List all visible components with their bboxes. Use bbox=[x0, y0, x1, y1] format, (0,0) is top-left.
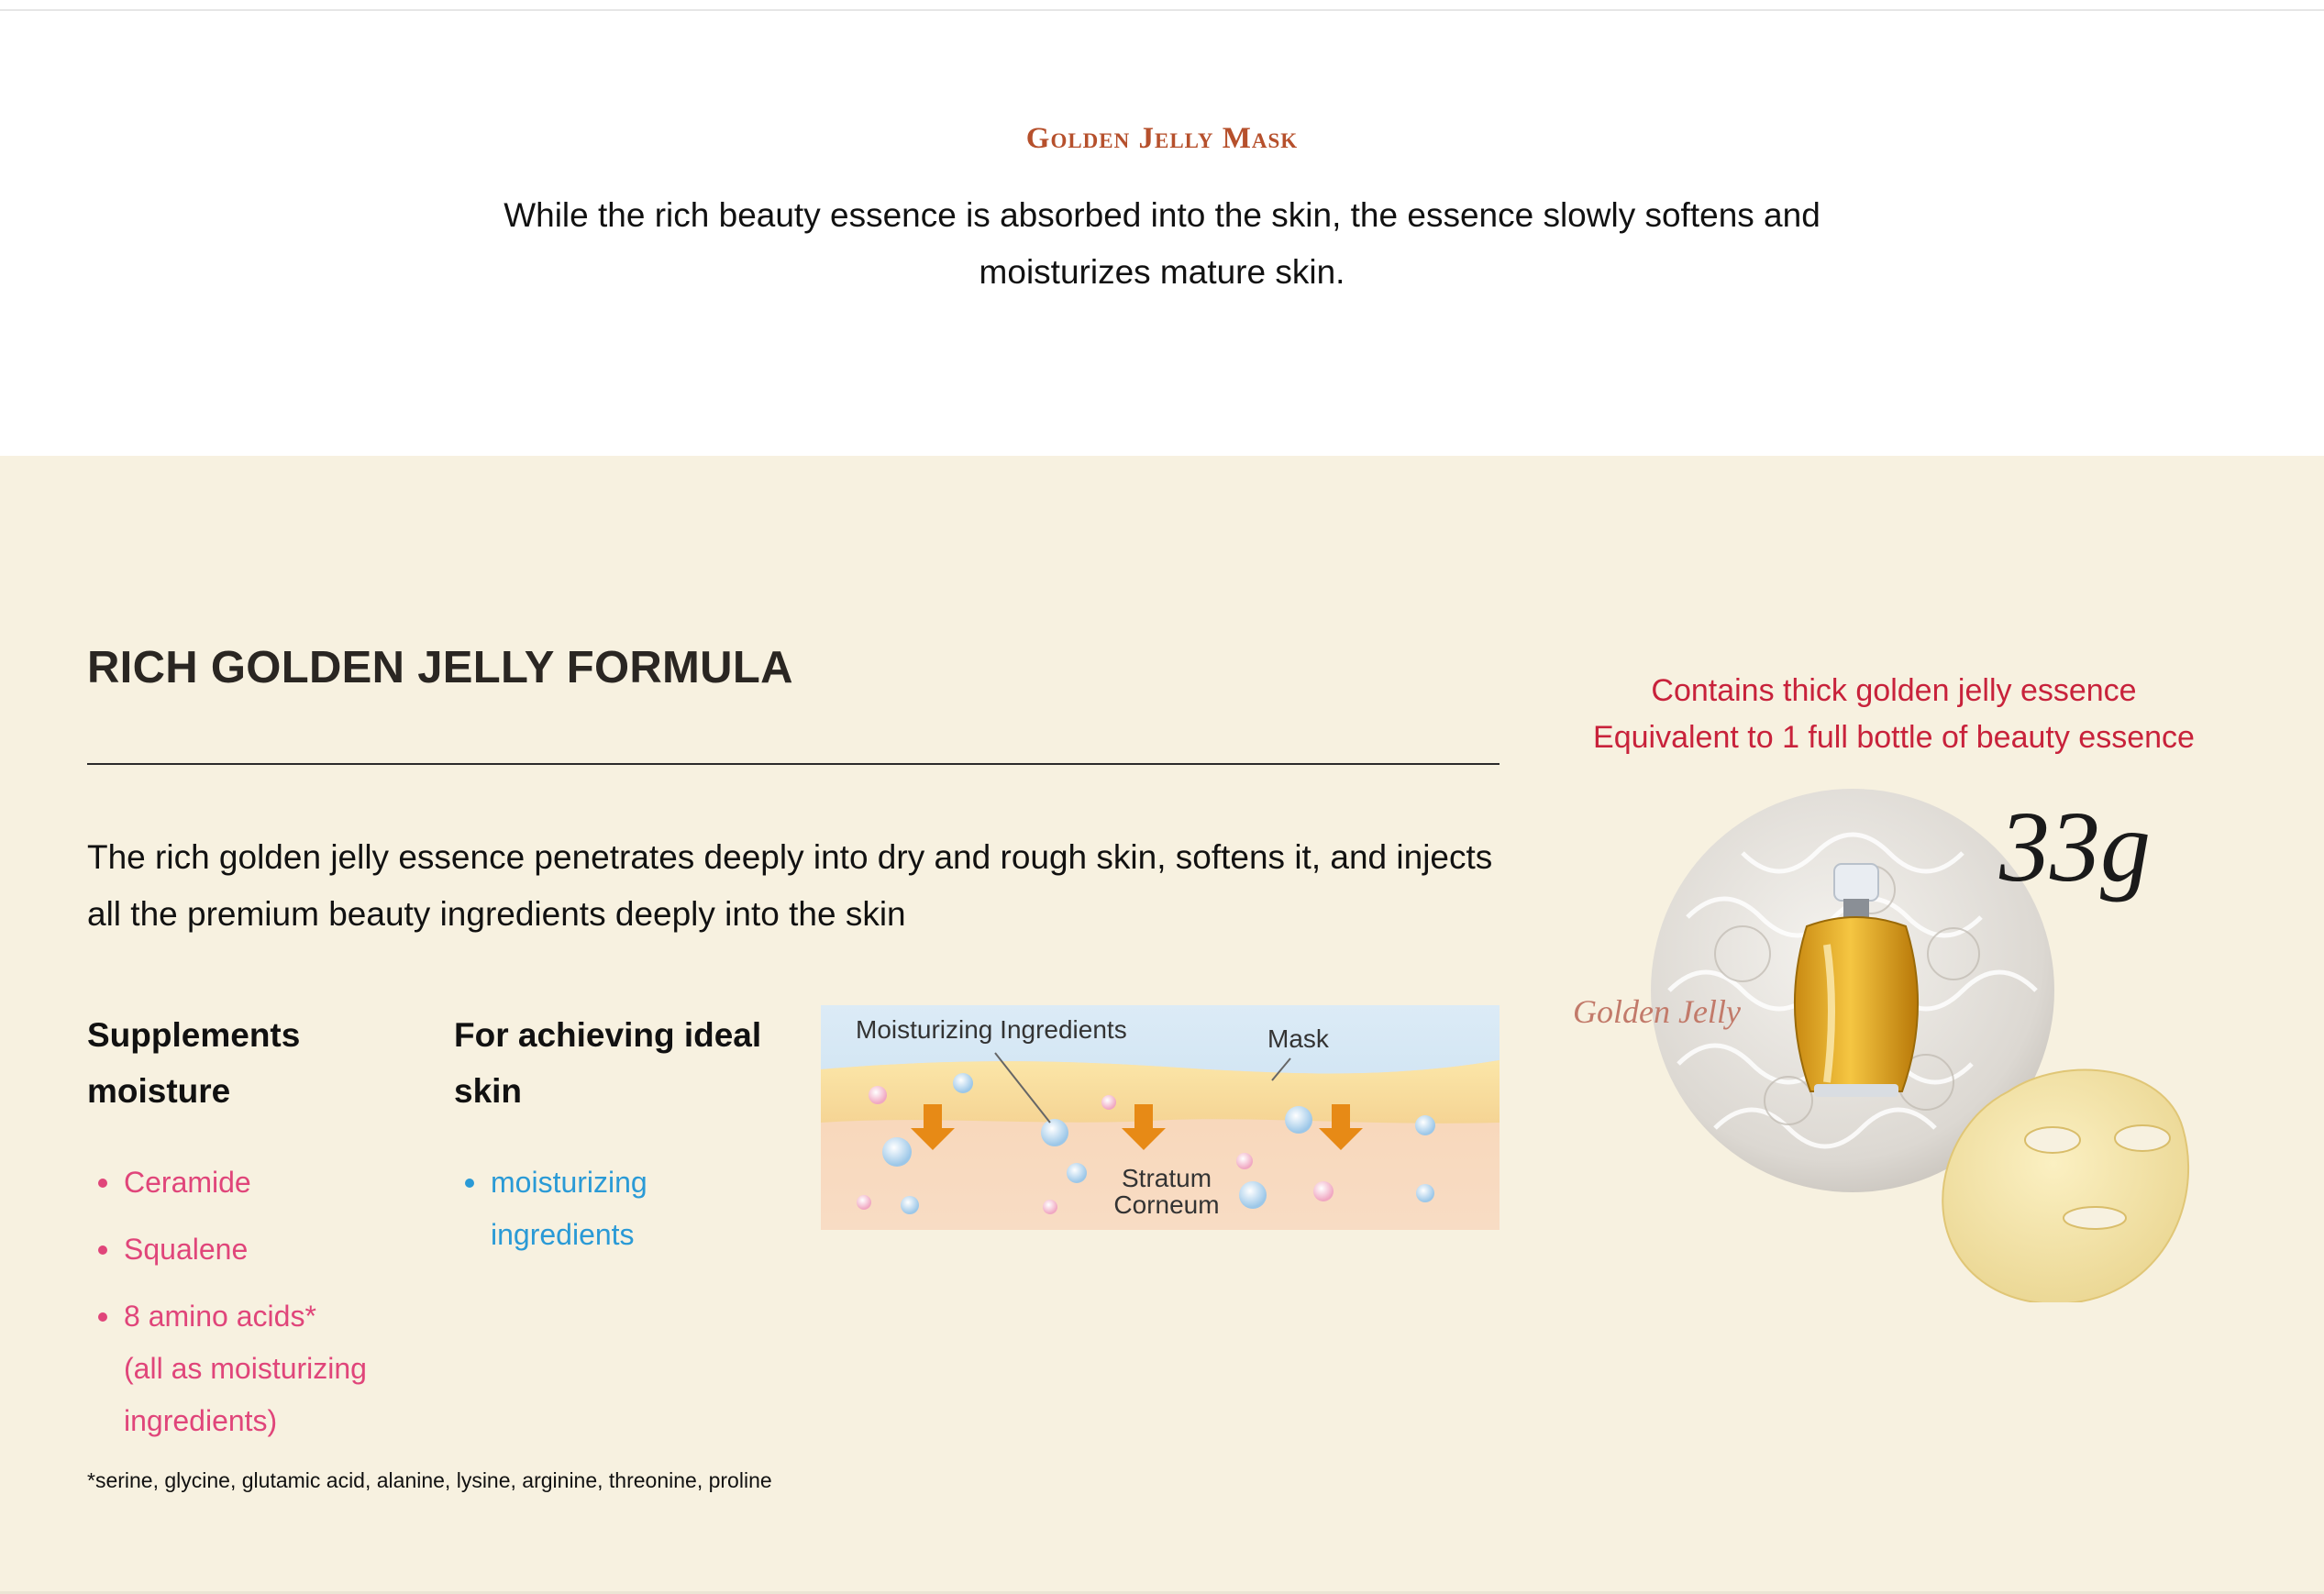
list-item: Ceramide bbox=[87, 1157, 417, 1209]
diagram-label-mask: Mask bbox=[1267, 1024, 1329, 1053]
intro-title: Golden Jelly Mask bbox=[1025, 122, 1299, 155]
intro-section bbox=[0, 0, 2324, 456]
list-item: 8 amino acids* (all as moisturizing ingredients) bbox=[87, 1290, 417, 1447]
formula-heading: RICH GOLDEN JELLY FORMULA bbox=[87, 643, 793, 692]
penetration-diagram bbox=[821, 1005, 1500, 1230]
supplements-moisture-title: Supplements moisture bbox=[87, 1016, 301, 1110]
diagram-label-ingredients: Moisturizing Ingredients bbox=[856, 1015, 1127, 1044]
diagram-label-stratum: Stratum bbox=[1121, 1164, 1212, 1192]
diagram-label-corneum: Corneum bbox=[1113, 1190, 1220, 1219]
list-item: Squalene bbox=[87, 1223, 417, 1276]
promo-line-2: Equivalent to 1 full bottle of beauty essence bbox=[1593, 720, 2195, 755]
heading-divider bbox=[87, 763, 1500, 765]
amino-acid-footnote: *serine, glycine, glutamic acid, alanine, lysine, arginine, threonine, proline bbox=[87, 1468, 772, 1492]
bullet-icon bbox=[98, 1245, 107, 1255]
promo-line-1: Contains thick golden jelly essence bbox=[1651, 673, 2137, 708]
bullet-icon bbox=[465, 1179, 474, 1188]
ideal-skin-list bbox=[454, 1157, 729, 1276]
bullet-icon bbox=[98, 1179, 107, 1188]
golden-jelly-script-label: Golden Jelly bbox=[1573, 993, 1741, 1030]
supplements-moisture-list bbox=[87, 1157, 417, 1462]
weight-label: 33g bbox=[1999, 791, 2151, 902]
bullet-icon bbox=[98, 1312, 107, 1322]
promo-text bbox=[1541, 668, 2247, 761]
ideal-skin-title: For achieving ideal skin bbox=[454, 1016, 762, 1110]
intro-text: While the rich beauty essence is absorbed into the skin, the essence slowly softens and moisturizes mature skin. bbox=[504, 196, 1820, 291]
formula-description: The rich golden jelly essence penetrates deeply into dry and rough skin, softens it, and injects all the premium beauty ingredients deeply into the skin bbox=[87, 838, 1493, 933]
product-image bbox=[1559, 789, 2256, 1302]
list-item: moisturizing ingredients bbox=[454, 1157, 729, 1261]
